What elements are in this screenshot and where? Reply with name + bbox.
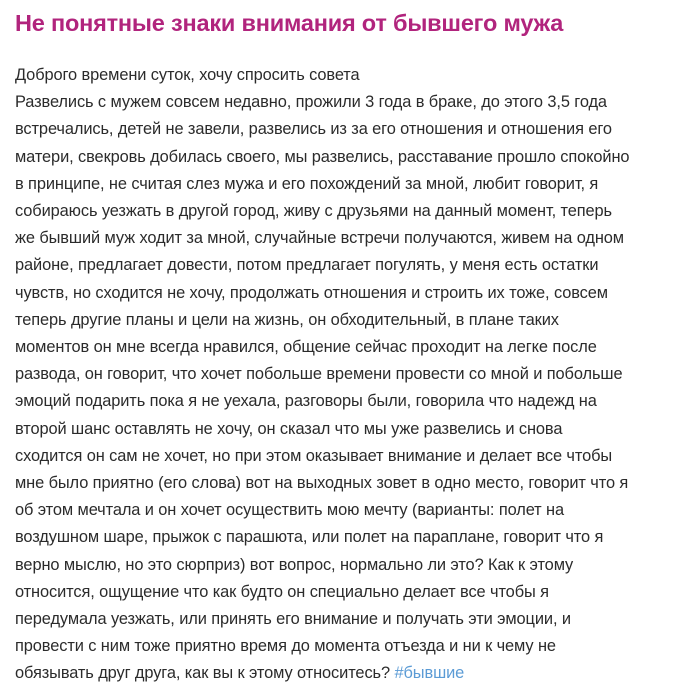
post-body-lines bbox=[15, 89, 692, 660]
post-body-line: относится, ощущение что как будто он специально делает все чтобы я bbox=[15, 582, 549, 601]
post-last-line-text: обязывать друг друга, как вы к этому относитесь? bbox=[15, 664, 391, 683]
post-body-line: чувств, но сходится не хочу, продолжать отношения и строить их тоже, совсем bbox=[15, 283, 608, 302]
post-body-line: воздушном шаре, прыжок с парашюта, или полет на параплане, говорит что я bbox=[15, 528, 604, 547]
post-body-line: собираюсь уезжать в другой город, живу с друзьями на данный момент, теперь bbox=[15, 202, 612, 221]
post-greeting: Доброго времени суток, хочу спросить совета bbox=[15, 66, 360, 84]
post-body-line: встречались, детей не завели, развелись из за его отношения и отношения его bbox=[15, 120, 612, 139]
post-body-line: эмоций подарить пока я не уехала, разговоры были, говорила что надежд на bbox=[15, 392, 597, 411]
post-title[interactable]: Не понятные знаки внимания от бывшего мужа bbox=[15, 10, 564, 36]
post-body-line: в принципе, не считая слез мужа и его похождений за мной, любит говорит, я bbox=[15, 174, 599, 193]
post-body-line: же бывший муж ходит за мной, случайные встречи получаются, живем на одном bbox=[15, 229, 624, 248]
post-body-line: районе, предлагает довести, потом предлагает погулять, у меня есть остатки bbox=[15, 256, 599, 275]
hashtag-link[interactable]: #бывшие bbox=[394, 664, 465, 683]
post-body-line: второй шанс оставлять не хочу, он сказал что мы уже развелись и снова bbox=[15, 419, 563, 438]
post-body-line: верно мыслю, но это сюрприз) вот вопрос, нормально ли это? Как к этому bbox=[15, 555, 574, 574]
post-last-line bbox=[15, 660, 692, 687]
post-body-line: Развелись с мужем совсем недавно, прожили 3 года в браке, до этого 3,5 года bbox=[15, 93, 607, 112]
post-body-line: провести с ним тоже приятно время до момента отъезда и ни к чему не bbox=[15, 637, 556, 656]
post-body bbox=[15, 62, 692, 688]
post-body-line: теперь другие планы и цели на жизнь, он обходительный, в плане таких bbox=[15, 310, 559, 329]
post-body-line: мне было приятно (его слова) вот на выходных зовет в одно место, говорит что я bbox=[15, 474, 629, 493]
post-body-line: передумала уезжать, или принять его внимание и получать эти эмоции, и bbox=[15, 610, 571, 629]
post-body-line: об этом мечтала и он хочет осуществить мою мечту (варианты: полет на bbox=[15, 501, 565, 520]
post-body-line: сходится он сам не хочет, но при этом оказывает внимание и делает все чтобы bbox=[15, 446, 613, 465]
post-body-line: развода, он говорит, что хочет побольше времени провести со мной и побольше bbox=[15, 365, 623, 384]
post-body-line: моментов он мне всегда нравился, общение сейчас проходит на легке после bbox=[15, 338, 597, 357]
post-body-line: матери, свекровь добилась своего, мы развелись, расставание прошло спокойно bbox=[15, 147, 630, 166]
